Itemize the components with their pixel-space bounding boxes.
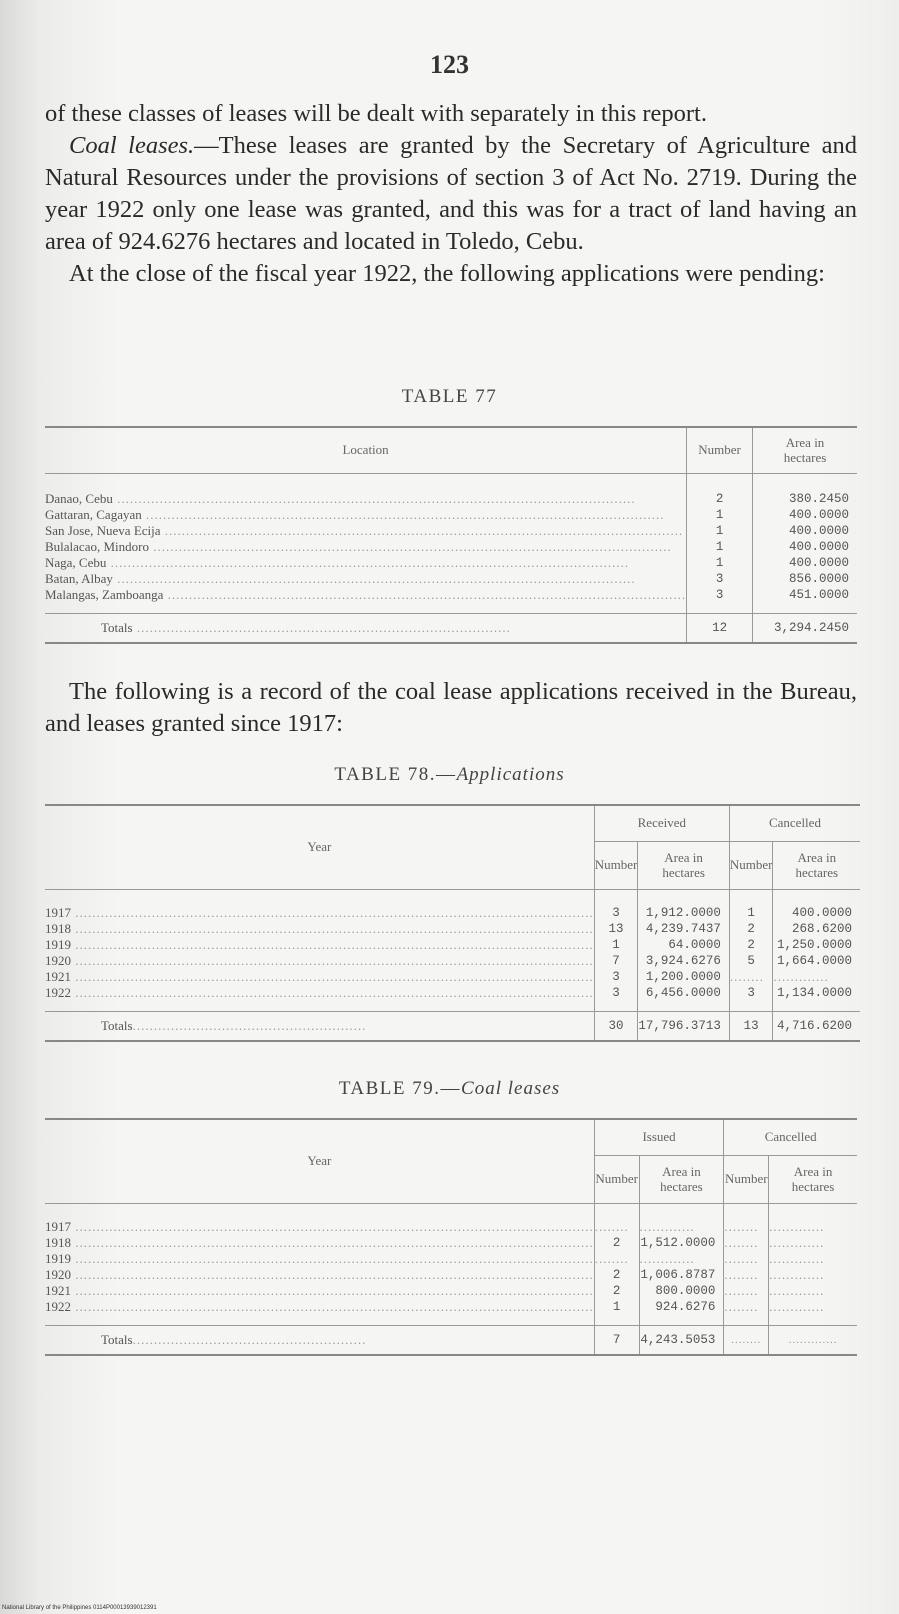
- paragraph-2-body: —These leases are granted by the Secretary of Agriculture and Natural Resources under the provisions of section 3 of Act No. 2719. During the year 1922 only one lease was granted, and this was for a tract of land having an area of 924.6276 hectares and located in Toledo, Cebu.: [45, 132, 857, 255]
- year-label-cell: 1922 ..........................................................................................................................: [45, 1299, 594, 1314]
- area-value: 380.2450: [753, 491, 857, 507]
- location-label-cell: San Jose, Nueva Ecija ..........................................................................................................................: [45, 523, 684, 538]
- table-row: [45, 985, 860, 1001]
- received-area-header: Area in hectares: [638, 841, 730, 889]
- table-row: [45, 491, 857, 507]
- table-row: [45, 1267, 857, 1283]
- received-number-header: Number: [594, 841, 638, 889]
- cancelled-number-empty: ........: [729, 969, 773, 985]
- location-label-cell: Bulalacao, Mindoro ..........................................................................................................................: [45, 539, 672, 554]
- table-row: [45, 905, 860, 921]
- issued-area-empty: .............: [639, 1251, 724, 1267]
- totals-received-area: 17,796.3713: [638, 1011, 730, 1041]
- library-footer: National Library of the Philippines 0114P00013939012391: [2, 1605, 157, 1611]
- table-77-body: [45, 491, 857, 603]
- table-row: [45, 1283, 857, 1299]
- totals-label: Totals: [101, 619, 133, 635]
- received-header: Received: [594, 805, 729, 841]
- cancelled-area-empty: .............: [769, 1251, 857, 1267]
- received-number: 3: [594, 969, 638, 985]
- cancelled-area-empty: .............: [769, 1283, 857, 1299]
- year-label: 1921: [45, 1283, 71, 1298]
- year-label: 1922: [45, 1299, 71, 1314]
- issued-number: 2: [594, 1283, 639, 1299]
- table-row: [45, 953, 860, 969]
- location-header: Location: [45, 427, 687, 473]
- cancelled-number-header: Number: [729, 841, 773, 889]
- table-79-body: [45, 1219, 857, 1315]
- issued-number: 1: [594, 1299, 639, 1315]
- year-header: Year: [45, 1119, 594, 1203]
- cancelled-area: 400.0000: [773, 905, 860, 921]
- totals-number: 12: [687, 613, 753, 643]
- year-label-cell: 1921 ..........................................................................................................................: [45, 1283, 594, 1298]
- year-label: 1918: [45, 1235, 71, 1250]
- issued-number-empty: ........: [594, 1251, 639, 1267]
- number-value: 1: [687, 507, 753, 523]
- number-header: Number: [687, 427, 753, 473]
- totals-cancelled-area-empty: .............: [769, 1325, 857, 1355]
- year-label: 1917: [45, 1219, 71, 1234]
- issued-area: 924.6276: [639, 1299, 724, 1315]
- table-row: [45, 1219, 857, 1235]
- number-value: 3: [687, 587, 753, 603]
- table-row: [45, 507, 857, 523]
- totals-label: Totals: [101, 1017, 133, 1033]
- cancelled-number-empty: ........: [724, 1299, 769, 1315]
- location-label-cell: Malangas, Zamboanga ..........................................................................................................................: [45, 587, 687, 602]
- cancelled-area-empty: .............: [769, 1219, 857, 1235]
- paragraph-2: [45, 130, 857, 258]
- table-row: [45, 937, 860, 953]
- year-label: 1922: [45, 985, 71, 1000]
- table-77-caption: TABLE 77: [401, 386, 498, 407]
- issued-area-empty: .............: [639, 1219, 724, 1235]
- record-text: [45, 676, 857, 740]
- cancelled-number-empty: ........: [724, 1219, 769, 1235]
- cancelled-number-empty: ........: [724, 1251, 769, 1267]
- page-number: 123: [430, 50, 469, 79]
- year-label: 1920: [45, 1267, 71, 1282]
- cancelled-area-empty: .............: [769, 1299, 857, 1315]
- number-value: 1: [687, 555, 753, 571]
- received-number: 1: [594, 937, 638, 953]
- table-79-totals-row: Totals....................................................... 7 4,243.5053 ........ .............: [45, 1325, 857, 1355]
- year-label: 1918: [45, 921, 71, 936]
- cancelled-area-header: Area in hectares: [769, 1155, 857, 1203]
- year-label-cell: 1922 ..........................................................................................................................: [45, 985, 594, 1000]
- paragraph-4: The following is a record of the coal lease applications received in the Bureau, and leases granted since 1917:: [45, 678, 857, 737]
- issued-number: 2: [594, 1267, 639, 1283]
- issued-area: 800.0000: [639, 1283, 724, 1299]
- table-row: [45, 587, 857, 603]
- totals-cancelled-number-empty: ........: [724, 1325, 769, 1355]
- paragraph-2-heading: Coal leases.: [69, 132, 195, 159]
- totals-cancelled-area: 4,716.6200: [773, 1011, 860, 1041]
- year-label-cell: 1919 ..........................................................................................................................: [45, 937, 594, 952]
- location-label: Batan, Albay: [45, 571, 113, 586]
- received-area: 4,239.7437: [638, 921, 730, 937]
- totals-cancelled-number: 13: [729, 1011, 773, 1041]
- totals-issued-number: 7: [594, 1325, 639, 1355]
- table-row: [45, 1235, 857, 1251]
- location-label: Gattaran, Cagayan: [45, 507, 142, 522]
- cancelled-number-header: Number: [724, 1155, 769, 1203]
- intro-text: [45, 98, 857, 290]
- table-79: [45, 1118, 857, 1356]
- location-label: Malangas, Zamboanga: [45, 587, 164, 602]
- number-value: 3: [687, 571, 753, 587]
- year-label: 1919: [45, 1251, 71, 1266]
- table-78-totals-row: Totals....................................................... 30 17,796.3713 13 4,716.6200: [45, 1011, 860, 1041]
- received-number: 7: [594, 953, 638, 969]
- year-label-cell: 1918 ..........................................................................................................................: [45, 1235, 594, 1250]
- received-number: 3: [594, 905, 638, 921]
- location-label: Bulalacao, Mindoro: [45, 539, 149, 554]
- issued-number-empty: ........: [594, 1219, 639, 1235]
- cancelled-area-empty: .............: [769, 1267, 857, 1283]
- issued-header: Issued: [594, 1119, 724, 1155]
- issued-area: 1,006.8787: [639, 1267, 724, 1283]
- table-78-caption-title: Applications: [456, 764, 565, 785]
- cancelled-area-empty: .............: [773, 969, 860, 985]
- table-79-caption-prefix: TABLE 79.—: [338, 1078, 462, 1099]
- table-77-totals-row: Totals ........................................................................................ 12 3,294.2450: [45, 613, 857, 643]
- cancelled-header: Cancelled: [729, 805, 860, 841]
- location-label: San Jose, Nueva Ecija: [45, 523, 161, 538]
- totals-received-number: 30: [594, 1011, 638, 1041]
- area-value: 400.0000: [753, 539, 857, 555]
- cancelled-number-empty: ........: [724, 1283, 769, 1299]
- totals-area: 3,294.2450: [753, 613, 857, 643]
- area-value: 451.0000: [753, 587, 857, 603]
- paragraph-1: of these classes of leases will be dealt with separately in this report.: [45, 100, 707, 127]
- location-label: Danao, Cebu: [45, 491, 113, 506]
- year-label-cell: 1919 ..........................................................................................................................: [45, 1251, 594, 1266]
- table-79-caption-title: Coal leases: [461, 1078, 561, 1099]
- table-78-body: [45, 905, 860, 1001]
- cancelled-number: 2: [729, 937, 773, 953]
- cancelled-number: 2: [729, 921, 773, 937]
- cancelled-number-empty: ........: [724, 1235, 769, 1251]
- year-header: Year: [45, 805, 594, 889]
- cancelled-area: 1,250.0000: [773, 937, 860, 953]
- table-78-caption-prefix: TABLE 78.—: [334, 764, 457, 785]
- year-label: 1919: [45, 937, 71, 952]
- cancelled-number: 1: [729, 905, 773, 921]
- number-value: 2: [687, 491, 753, 507]
- table-78-caption: [0, 764, 899, 786]
- year-label-cell: 1918 ..........................................................................................................................: [45, 921, 594, 936]
- received-area: 1,912.0000: [638, 905, 730, 921]
- received-area: 64.0000: [638, 937, 730, 953]
- area-value: 400.0000: [753, 507, 857, 523]
- year-label-cell: 1920 ..........................................................................................................................: [45, 1267, 594, 1282]
- location-label-cell: Naga, Cebu ..........................................................................................................................: [45, 555, 630, 570]
- table-79-caption: [0, 1078, 899, 1100]
- year-label-cell: 1920 ..........................................................................................................................: [45, 953, 594, 968]
- area-value: 856.0000: [753, 571, 857, 587]
- location-label: Naga, Cebu: [45, 555, 107, 570]
- issued-area-header: Area in hectares: [639, 1155, 724, 1203]
- received-area: 6,456.0000: [638, 985, 730, 1001]
- area-value: 400.0000: [753, 523, 857, 539]
- year-label-cell: 1917 ..........................................................................................................................: [45, 1219, 594, 1234]
- table-row: [45, 1251, 857, 1267]
- table-row: [45, 571, 857, 587]
- number-value: 1: [687, 523, 753, 539]
- cancelled-number-empty: ........: [724, 1267, 769, 1283]
- cancelled-number: 3: [729, 985, 773, 1001]
- totals-issued-area: 4,243.5053: [639, 1325, 724, 1355]
- paragraph-3: At the close of the fiscal year 1922, the following applications were pending:: [69, 260, 825, 287]
- cancelled-area: 268.6200: [773, 921, 860, 937]
- cancelled-area-header: Area in hectares: [773, 841, 860, 889]
- area-header: Area in hectares: [753, 427, 857, 473]
- year-label: 1917: [45, 905, 71, 920]
- received-area: 1,200.0000: [638, 969, 730, 985]
- table-row: [45, 1299, 857, 1315]
- year-label: 1920: [45, 953, 71, 968]
- cancelled-area: 1,664.0000: [773, 953, 860, 969]
- location-label-cell: Danao, Cebu ..........................................................................................................................: [45, 491, 636, 506]
- area-value: 400.0000: [753, 555, 857, 571]
- year-label: 1921: [45, 969, 71, 984]
- cancelled-number: 5: [729, 953, 773, 969]
- issued-number-header: Number: [594, 1155, 639, 1203]
- number-value: 1: [687, 539, 753, 555]
- cancelled-area: 1,134.0000: [773, 985, 860, 1001]
- table-78: [45, 804, 860, 1042]
- cancelled-area-empty: .............: [769, 1235, 857, 1251]
- year-label-cell: 1921 ..........................................................................................................................: [45, 969, 594, 984]
- location-label-cell: Batan, Albay ..........................................................................................................................: [45, 571, 636, 586]
- received-area: 3,924.6276: [638, 953, 730, 969]
- received-number: 13: [594, 921, 638, 937]
- location-label-cell: Gattaran, Cagayan ..........................................................................................................................: [45, 507, 665, 522]
- year-label-cell: 1917 ..........................................................................................................................: [45, 905, 594, 920]
- received-number: 3: [594, 985, 638, 1001]
- cancelled-header: Cancelled: [724, 1119, 857, 1155]
- table-77: [45, 426, 857, 644]
- issued-number: 2: [594, 1235, 639, 1251]
- issued-area: 1,512.0000: [639, 1235, 724, 1251]
- table-row: [45, 555, 857, 571]
- table-row: [45, 969, 860, 985]
- table-row: [45, 523, 857, 539]
- table-row: [45, 539, 857, 555]
- totals-label: Totals: [101, 1331, 133, 1347]
- table-row: [45, 921, 860, 937]
